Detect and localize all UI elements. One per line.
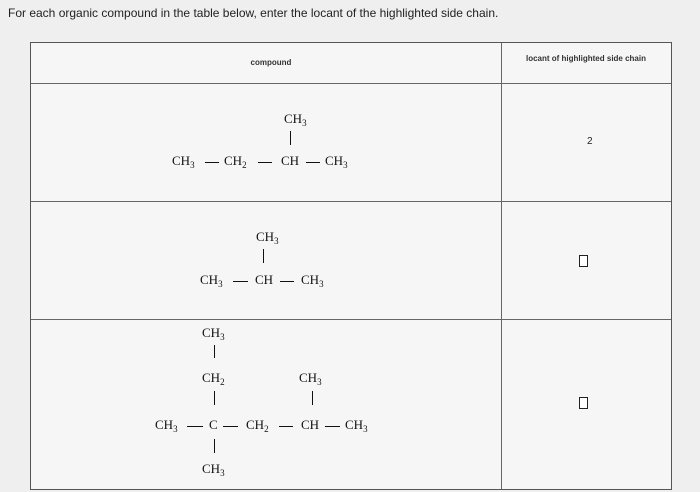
group-ch2: $CH_2$: [202, 370, 225, 387]
group-ch3: $CH_3$: [345, 417, 368, 434]
group-ch3: $CH_3$: [172, 153, 195, 170]
column-divider: [501, 43, 502, 489]
bond: [280, 281, 294, 282]
locant-input-2[interactable]: [579, 255, 588, 267]
bond-vertical: [263, 249, 264, 263]
bond-vertical: [214, 439, 215, 453]
group-ch3-top: $CH_3$: [202, 325, 225, 342]
locant-answer-1: 2: [587, 136, 593, 147]
bond: [258, 162, 272, 163]
compound-table: [30, 42, 672, 490]
header-locant: locant of highlighted side chain: [525, 54, 646, 63]
locant-input-3[interactable]: [579, 397, 588, 409]
group-c: C: [209, 417, 218, 432]
group-ch3: $CH_3$: [325, 153, 348, 170]
bond: [325, 426, 340, 427]
header-compound: compound: [250, 58, 292, 67]
group-ch2: $CH_2$: [224, 153, 247, 170]
group-ch2: $CH_2$: [246, 417, 269, 434]
bond-vertical: [214, 345, 215, 358]
group-ch: CH: [301, 417, 320, 432]
bond-vertical: [312, 391, 313, 405]
row-divider-2: [31, 319, 671, 320]
group-ch: CH: [255, 272, 274, 287]
instruction-text: For each organic compound in the table below, enter the locant of the highlighted side chain.: [8, 6, 499, 20]
group-ch3-bottom: $CH_3$: [202, 461, 225, 478]
group-ch: CH: [281, 153, 300, 168]
bond-vertical: [290, 131, 291, 145]
group-ch3: $CH_3$: [155, 417, 178, 434]
group-ch3-top: $CH_3$: [256, 229, 279, 246]
bond: [223, 426, 238, 427]
bond: [205, 162, 219, 163]
bond: [187, 426, 203, 427]
group-ch3-top: $CH_3$: [284, 111, 307, 128]
bond: [233, 281, 248, 282]
bond: [279, 426, 293, 427]
header-divider: [31, 83, 671, 84]
bond: [306, 162, 320, 163]
bond-vertical: [214, 391, 215, 405]
row-divider-1: [31, 201, 671, 202]
group-ch3: $CH_3$: [200, 272, 223, 289]
group-ch3-upper: $CH_3$: [299, 370, 322, 387]
group-ch3: $CH_3$: [301, 272, 324, 289]
